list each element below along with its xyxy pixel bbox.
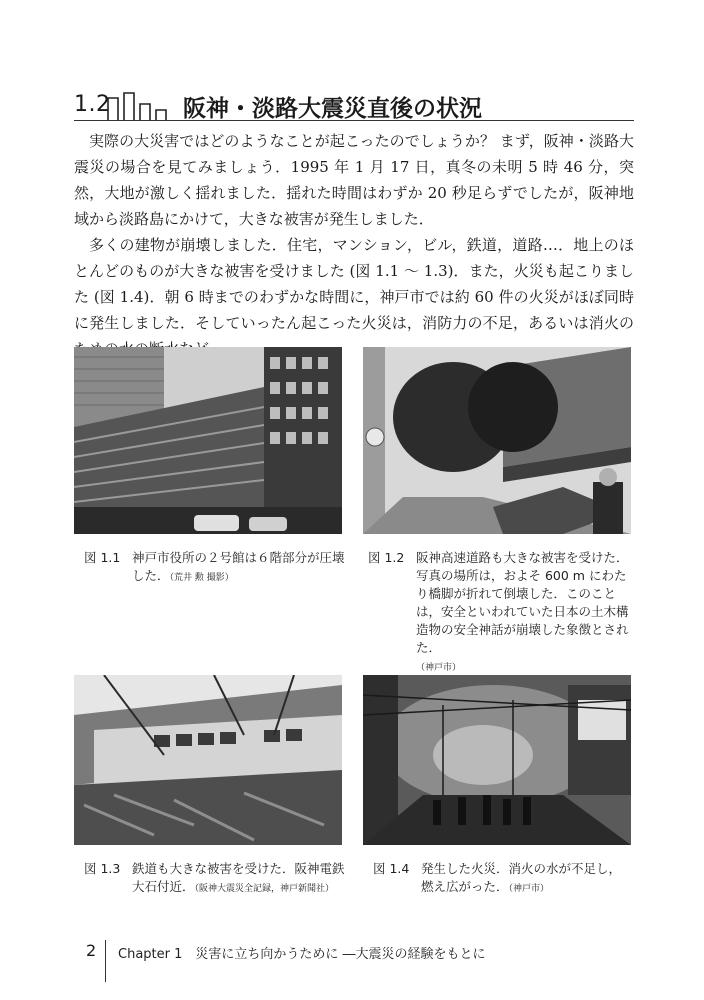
figure-1-3-caption: [84, 860, 354, 920]
figure-number: 図 1.3: [84, 861, 121, 876]
figure-1-2-photo: [363, 347, 631, 534]
caption-credit: （神戸市）: [508, 884, 550, 894]
heading-rule: [74, 120, 634, 121]
caption-credit: （阪神大震災全記録，神戸新聞社）: [194, 884, 335, 894]
figure-1-4-caption: [373, 860, 638, 920]
footer-chapter: Chapter 1 災害に立ち向かうために ―大震災の経験をもとに: [118, 947, 486, 962]
figure-number: 図 1.4: [373, 861, 410, 876]
figure-1-1-photo: [74, 347, 342, 534]
caption-credit: （神戸市）: [416, 663, 462, 673]
caption-credit: （荒井 勲 撮影）: [169, 573, 234, 583]
section-title: 阪神・淡路大震災直後の状況: [183, 96, 482, 122]
footer-divider: [105, 940, 106, 982]
paragraph-1: 実際の大災害ではどのようなことが起こったのでしょうか？ まず，阪神・淡路大震災の場合を見てみましょう．1995 年 1 月 17 日，真冬の未明 5 時 46 分，突然，大地が激しく揺れました．揺れた時間はわずか 20 秒足らずでしたが，阪神地域から淡路島にかけて，大きな被害が発生しました．: [74, 132, 634, 228]
caption-text: 阪神高速道路も大きな被害を受けた．写真の場所は，およそ 600 m にわたり橋脚が折れて倒壊した．このことは，安全といわれていた日本の土木構造物の安全神話が崩壊した象徴とされた．: [416, 550, 629, 655]
figure-1-2-caption: [368, 549, 638, 673]
caption-text: 鉄道も大きな被害を受けた．阪神電鉄大石付近．: [132, 861, 345, 894]
body-text: [74, 128, 634, 362]
figure-1-4-photo: [363, 675, 631, 845]
paragraph-2: 多くの建物が崩壊しました．住宅，マンション，ビル，鉄道，道路…．地上のほとんどのものが大きな被害を受けました (図 1.1 ～ 1.3)．また，火災も起こりました (図 1.4)．朝 6 時までのわずかな時間に，神戸市では約 60 件の火災がほぼ同時に発生しました．そしていったん起こった火災は，消防力の不足，あるいは消火の: [74, 236, 634, 332]
figure-number: 図 1.1: [84, 550, 121, 565]
figure-1-1-caption: [84, 549, 354, 589]
figure-number: 図 1.2: [368, 550, 405, 565]
page-number: 2: [86, 941, 97, 960]
caption-text: 発生した火災．消火の水が不足し，燃え広がった．: [421, 861, 622, 894]
figure-1-3-photo: [74, 675, 342, 845]
heading-decoration-icon: [106, 90, 176, 124]
caption-text: 神戸市役所の２号館は６階部分が圧壊した．: [132, 550, 345, 583]
section-number: 1.2: [74, 92, 111, 117]
